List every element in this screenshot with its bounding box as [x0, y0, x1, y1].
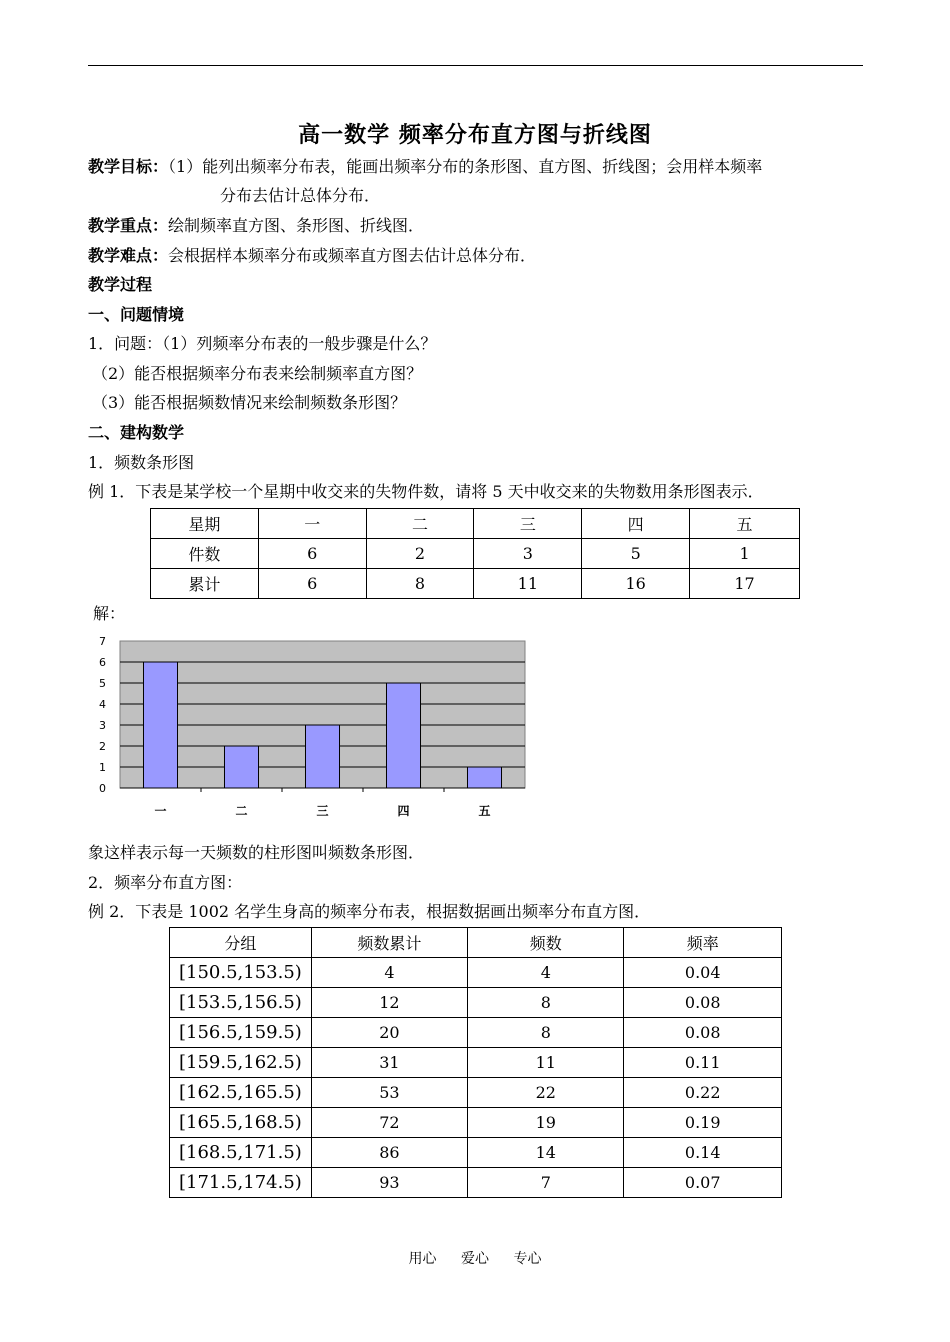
table-cell: 6	[258, 539, 366, 569]
page-title: 高一数学 频率分布直方图与折线图	[298, 123, 652, 148]
table-row	[170, 1018, 782, 1048]
table-cell: 0.22	[624, 1078, 782, 1108]
group-interval-cell: [156.5,159.5)	[170, 1018, 312, 1048]
x-tick-label: 二	[235, 804, 248, 818]
focus-text: 绘制频率直方图、条形图、折线图．	[168, 216, 425, 235]
solution-label: 解：	[93, 604, 126, 623]
table-row	[170, 1138, 782, 1168]
question-1: 1．问题：（1）列频率分布表的一般步骤是什么？	[88, 334, 437, 353]
y-tick-label: 0	[99, 782, 106, 795]
table-cell: 31	[311, 1048, 467, 1078]
y-tick-label: 7	[99, 635, 106, 648]
difficulty-text: 会根据样本频率分布或频率直方图去估计总体分布．	[168, 246, 537, 265]
table-cell: 8	[468, 1018, 624, 1048]
bar	[467, 767, 501, 788]
y-tick-label: 6	[99, 656, 106, 669]
table-cell: 7	[468, 1168, 624, 1198]
table-cell: 0.14	[624, 1138, 782, 1168]
table-row	[170, 1168, 782, 1198]
table-row	[170, 1048, 782, 1078]
x-tick-label: 四	[397, 804, 410, 818]
row-header-cell: 累计	[151, 569, 259, 599]
x-tick-label: 一	[154, 804, 167, 818]
footer-text: 用心	[408, 1251, 437, 1267]
y-tick-label: 1	[99, 761, 106, 774]
section-2-heading: 二、建构数学	[88, 423, 185, 442]
table-cell: 22	[468, 1078, 624, 1108]
y-tick-label: 5	[99, 677, 106, 690]
footer	[0, 1248, 950, 1268]
group-interval-cell: [168.5,171.5)	[170, 1138, 312, 1168]
table-cell: 2	[366, 539, 474, 569]
group-interval-cell: [165.5,168.5)	[170, 1108, 312, 1138]
difficulty-line	[88, 245, 536, 267]
table-cell: 20	[311, 1018, 467, 1048]
table-row	[151, 569, 800, 599]
table-header-row	[170, 928, 782, 958]
bar	[386, 683, 420, 788]
table-cell: 6	[258, 569, 366, 599]
table-cell: 二	[366, 509, 474, 539]
process-heading: 教学过程	[88, 275, 153, 294]
column-header: 频数累计	[311, 928, 467, 958]
table-cell: 4	[311, 958, 467, 988]
table-cell: 0.19	[624, 1108, 782, 1138]
table-row	[151, 539, 800, 569]
x-tick-label: 三	[316, 804, 329, 818]
table-cell: 5	[582, 539, 690, 569]
table-row	[170, 1108, 782, 1138]
group-interval-cell: [162.5,165.5)	[170, 1078, 312, 1108]
table-cell: 72	[311, 1108, 467, 1138]
focus-label: 教学重点：	[88, 216, 169, 235]
x-tick-label: 五	[478, 804, 491, 818]
subsection-2: 2．频率分布直方图：	[88, 873, 243, 892]
table-cell: 1	[690, 539, 800, 569]
table-cell: 11	[474, 569, 582, 599]
table-cell: 四	[582, 509, 690, 539]
goal-line-2: 分布去估计总体分布．	[220, 186, 381, 205]
table-cell: 0.04	[624, 958, 782, 988]
header-rule	[88, 65, 863, 66]
group-interval-cell: [150.5,153.5)	[170, 958, 312, 988]
difficulty-label: 教学难点：	[88, 246, 169, 265]
table-cell: 86	[311, 1138, 467, 1168]
bar	[305, 725, 339, 788]
table-cell: 11	[468, 1048, 624, 1078]
y-tick-label: 4	[99, 698, 106, 711]
row-header-cell: 星期	[151, 509, 259, 539]
height-frequency-table	[169, 927, 782, 1198]
bar	[224, 746, 258, 788]
table-cell: 0.11	[624, 1048, 782, 1078]
y-tick-label: 3	[99, 719, 106, 732]
table-cell: 0.08	[624, 988, 782, 1018]
table-row	[170, 1078, 782, 1108]
footer-text: 专心	[513, 1251, 542, 1267]
lost-items-bar-chart	[92, 632, 532, 822]
question-2: （2）能否根据频率分布表来绘制频率直方图？	[92, 364, 423, 383]
group-interval-cell: [171.5,174.5)	[170, 1168, 312, 1198]
group-interval-cell: [159.5,162.5)	[170, 1048, 312, 1078]
goal-line	[88, 156, 762, 178]
column-header: 分组	[170, 928, 312, 958]
row-header-cell: 件数	[151, 539, 259, 569]
table-cell: 0.08	[624, 1018, 782, 1048]
table-cell: 3	[474, 539, 582, 569]
table-cell: 4	[468, 958, 624, 988]
table-cell: 0.07	[624, 1168, 782, 1198]
table-cell: 53	[311, 1078, 467, 1108]
table-cell: 17	[690, 569, 800, 599]
subsection-1: 1．频数条形图	[88, 453, 195, 472]
table-row	[170, 988, 782, 1018]
column-header: 频率	[624, 928, 782, 958]
table-cell: 93	[311, 1168, 467, 1198]
y-tick-label: 2	[99, 740, 106, 753]
footer-text: 爱心	[461, 1251, 489, 1267]
table-row	[170, 958, 782, 988]
table-cell: 19	[468, 1108, 624, 1138]
table-cell: 12	[311, 988, 467, 1018]
table-cell: 8	[366, 569, 474, 599]
example-2: 例 2．下表是 1002 名学生身高的频率分布表，根据数据画出频率分布直方图．	[88, 902, 651, 921]
table-cell: 14	[468, 1138, 624, 1168]
lost-items-table	[150, 508, 800, 599]
column-header: 频数	[468, 928, 624, 958]
table-cell: 三	[474, 509, 582, 539]
table-cell: 五	[690, 509, 800, 539]
goal-text-1: （1）能列出频率分布表，能画出频率分布的条形图、直方图、折线图；会用样本频率	[168, 157, 763, 176]
table-cell: 一	[258, 509, 366, 539]
question-3: （3）能否根据频数情况来绘制频数条形图？	[92, 393, 407, 412]
focus-line	[88, 215, 424, 237]
group-interval-cell: [153.5,156.5)	[170, 988, 312, 1018]
example-1: 例 1．下表是某学校一个星期中收交来的失物件数，请将 5 天中收交来的失物数用条形图表示．	[88, 482, 764, 501]
table-cell: 8	[468, 988, 624, 1018]
goal-label: 教学目标：	[88, 157, 169, 176]
chart-caption: 象这样表示每一天频数的柱形图叫频数条形图．	[88, 843, 425, 862]
table-row	[151, 509, 800, 539]
table-cell: 16	[582, 569, 690, 599]
bar	[143, 662, 177, 788]
section-1-heading: 一、问题情境	[88, 305, 185, 324]
